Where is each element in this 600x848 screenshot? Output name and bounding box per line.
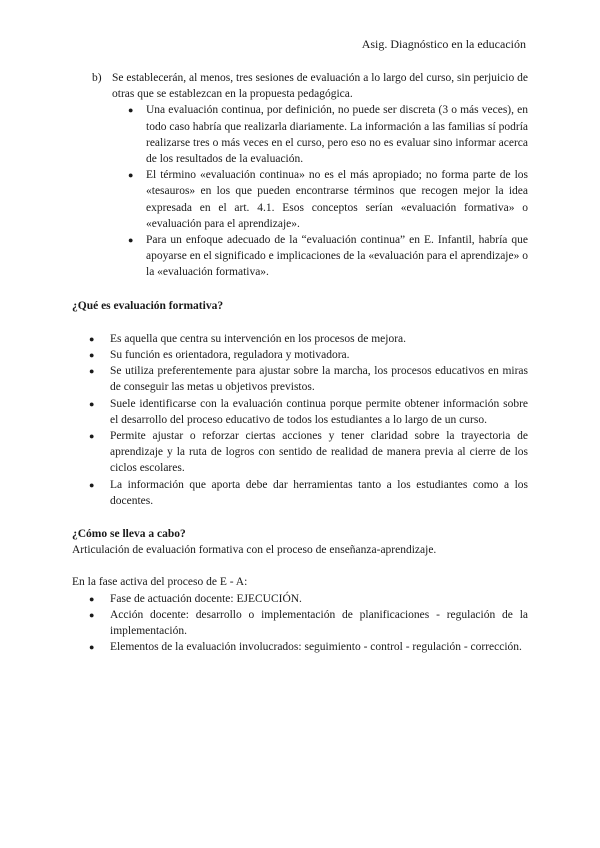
list-item: ● Suele identificarse con la evaluación continua porque permite obtener información sobre el desarrollo del proceso educativo de todos los estudiantes a lo largo de un curso. xyxy=(89,397,528,426)
bullet-icon: ● xyxy=(89,333,95,344)
list-item-b xyxy=(72,70,528,102)
list-marker-b: b) xyxy=(92,72,102,84)
section-heading-formative: ¿Qué es evaluación formativa? xyxy=(72,299,224,312)
list-item: ● El término «evaluación continua» no es el más apropiado; no forma parte de los «tesauros» en los que pueden encontrarse términos que recogen mejor la idea expresada en el art. 4.1. Esos conceptos serían «evaluación formativa» o «evaluación para el aprendizaje». xyxy=(128,169,528,230)
list-item: ● La información que aporta debe dar herramientas tanto a los estudiantes como a los docentes. xyxy=(89,478,528,507)
list-item: ● Una evaluación continua, por definición, no puede ser discreta (3 o más veces), en todo caso habría que realizarla diariamente. La información a las familias sí podría realizarse tres o más veces en el curso, pero eso no es evaluar sino informar acerca de los resultados de la evaluación. xyxy=(128,104,528,166)
item-b-text: Se establecerán, al menos, tres sesiones de evaluación a lo largo del curso, sin perjuicio de otras que se establezcan en la propuesta pedagógica. xyxy=(112,72,528,101)
phase-list xyxy=(72,591,528,656)
page-header: Asig. Diagnóstico en la educación xyxy=(361,37,526,51)
item-b-sublist xyxy=(72,102,528,280)
section-heading-how: ¿Cómo se lleva a cabo? xyxy=(72,528,186,541)
bullet-icon: ● xyxy=(89,593,95,604)
phase-intro: En la fase activa del proceso de E - A: xyxy=(72,576,248,589)
bullet-icon: ● xyxy=(89,642,95,653)
list-item: ● Acción docente: desarrollo o implementación de planificaciones - regulación de la implementación. xyxy=(89,608,528,638)
bullet-icon: ● xyxy=(128,235,134,246)
bullet-icon: ● xyxy=(89,366,95,377)
bullet-icon: ● xyxy=(89,431,95,442)
document-body xyxy=(72,70,528,656)
list-item: ● Para un enfoque adecuado de la “evaluación continua” en E. Infantil, habría que apoyarse en el significado e implicaciones de la «evaluación para el aprendizaje» o la «evaluación formativa». xyxy=(128,234,528,279)
list-item: ● Se utiliza preferentemente para ajustar sobre la marcha, los procesos educativos en miras de conseguir las metas u objetivos previstos. xyxy=(89,365,528,394)
bullet-icon: ● xyxy=(89,479,95,490)
list-item: ● Fase de actuación docente: EJECUCIÓN. xyxy=(72,591,528,607)
section-subtitle: Articulación de evaluación formativa con el proceso de enseñanza-aprendizaje. xyxy=(72,544,437,557)
list-item: ● Elementos de la evaluación involucrados: seguimiento - control - regulación - corrección. xyxy=(72,639,528,655)
list-item: ● Es aquella que centra su intervención en los procesos de mejora. xyxy=(72,331,528,347)
bullet-icon: ● xyxy=(89,398,95,409)
list-item: ● Permite ajustar o reforzar ciertas acciones y tener claridad sobre la trayectoria de aprendizaje y la ruta de logros con sentido de realidad de manera previa al cierre de los ciclos escolares. xyxy=(89,430,528,475)
formative-list xyxy=(72,331,528,509)
bullet-icon: ● xyxy=(89,350,95,361)
bullet-icon: ● xyxy=(128,105,134,116)
list-item: ● Su función es orientadora, reguladora y motivadora. xyxy=(72,347,528,363)
bullet-icon: ● xyxy=(128,170,134,181)
bullet-icon: ● xyxy=(89,609,95,620)
